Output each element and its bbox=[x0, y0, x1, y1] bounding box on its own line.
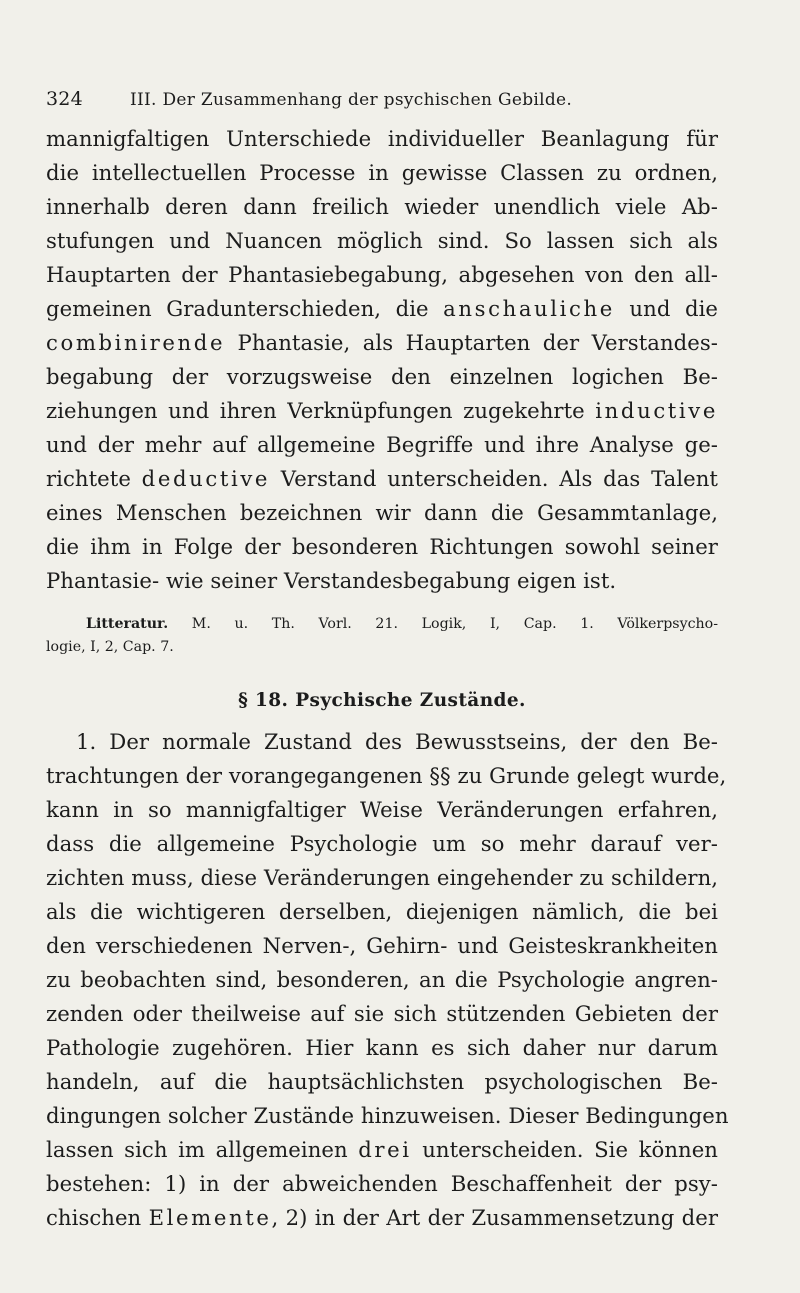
section-heading: § 18. Psychische Zustände. bbox=[238, 690, 526, 711]
text-line bbox=[46, 326, 718, 360]
text-run: richtete bbox=[46, 466, 142, 491]
emphasis-elemente: Elemente bbox=[148, 1205, 272, 1230]
text-line: begabung der vorzugsweise den einzelnen logichen Be- bbox=[46, 364, 718, 389]
text-line bbox=[46, 292, 718, 326]
text-run: ziehungen und ihren Verknüpfungen zugekehrte bbox=[46, 398, 596, 423]
text-line: dingungen solcher Zustände hinzuweisen. Dieser Bedingungen bbox=[46, 1103, 729, 1128]
running-head: III. Der Zusammenhang der psychischen Gebilde. bbox=[130, 90, 573, 110]
text-line: eines Menschen bezeichnen wir dann die Gesammtanlage, bbox=[46, 500, 718, 525]
page-header bbox=[46, 88, 718, 122]
emphasis-inductive: inductive bbox=[595, 398, 718, 423]
text-line: als die wichtigeren derselben, diejenigen nämlich, die bei bbox=[46, 899, 718, 924]
text-line: die intellectuellen Processe in gewisse Classen zu ordnen, bbox=[46, 160, 718, 185]
literature-refs: M. u. Th. Vorl. 21. Logik, I, Cap. 1. Völkerpsycho- bbox=[168, 616, 718, 632]
paragraph-psychic-states bbox=[46, 725, 729, 1235]
page-number: 324 bbox=[46, 88, 83, 110]
text-line: bestehen: 1) in der abweichenden Beschaffenheit der psy- bbox=[46, 1171, 718, 1196]
text-line: mannigfaltigen Unterschiede individueller Beanlagung für bbox=[46, 126, 718, 151]
text-run: Verstand unterscheiden. Als das Talent bbox=[270, 466, 718, 491]
emphasis-deductive: deductive bbox=[141, 466, 271, 491]
text-run: unterscheiden. Sie können bbox=[411, 1137, 718, 1162]
text-line bbox=[46, 1201, 718, 1235]
text-run: chischen bbox=[46, 1205, 149, 1230]
text-run: lassen sich im allgemeinen bbox=[46, 1137, 359, 1162]
text-line: stufungen und Nuancen möglich sind. So lassen sich als bbox=[46, 228, 718, 253]
text-run: , 2) in der Art der Zusammensetzung der bbox=[271, 1205, 719, 1230]
text-line: und der mehr auf allgemeine Begriffe und ihre Analyse ge- bbox=[46, 432, 718, 457]
text-line: handeln, auf die hauptsächlichsten psychologischen Be- bbox=[46, 1069, 718, 1094]
emphasis-drei: drei bbox=[358, 1137, 412, 1162]
text-line bbox=[46, 1133, 718, 1167]
text-line bbox=[46, 394, 718, 428]
text-run: gemeinen Gradunterschieden, die bbox=[46, 296, 444, 321]
paragraph-talent bbox=[46, 122, 718, 598]
text-line: zichten muss, diese Veränderungen eingehender zu schildern, bbox=[46, 865, 719, 890]
literature-note bbox=[46, 613, 718, 659]
text-line: zenden oder theilweise auf sie sich stützenden Gebieten der bbox=[46, 1001, 718, 1026]
literature-label: Litteratur. bbox=[86, 616, 169, 632]
literature-line: logie, I, 2, Cap. 7. bbox=[46, 639, 174, 655]
text-line: innerhalb deren dann freilich wieder unendlich viele Ab- bbox=[46, 194, 718, 219]
literature-line bbox=[46, 613, 718, 636]
book-page bbox=[46, 88, 729, 1235]
text-line: Phantasie- wie seiner Verstandesbegabung eigen ist. bbox=[46, 568, 617, 593]
text-run: und die bbox=[614, 296, 718, 321]
text-line: trachtungen der vorangegangenen §§ zu Grunde gelegt wurde, bbox=[46, 763, 727, 788]
text-run: Phantasie, als Hauptarten der Verstandes- bbox=[225, 330, 718, 355]
text-line: kann in so mannigfaltiger Weise Veränderungen erfahren, bbox=[46, 797, 718, 822]
text-line: Pathologie zugehören. Hier kann es sich daher nur darum bbox=[46, 1035, 718, 1060]
text-line: Hauptarten der Phantasiebegabung, abgesehen von den all- bbox=[46, 262, 718, 287]
text-line: den verschiedenen Nerven-, Gehirn- und Geisteskrankheiten bbox=[46, 933, 718, 958]
emphasis-anschauliche: anschauliche bbox=[443, 296, 615, 321]
text-line: die ihm in Folge der besonderen Richtungen sowohl seiner bbox=[46, 534, 718, 559]
text-line: zu beobachten sind, besonderen, an die Psychologie angren- bbox=[46, 967, 718, 992]
emphasis-combinirende: combinirende bbox=[46, 330, 226, 355]
text-line bbox=[46, 462, 718, 496]
text-line: dass die allgemeine Psychologie um so mehr darauf ver- bbox=[46, 831, 718, 856]
text-line: 1. Der normale Zustand des Bewusstseins, der den Be- bbox=[76, 729, 718, 754]
